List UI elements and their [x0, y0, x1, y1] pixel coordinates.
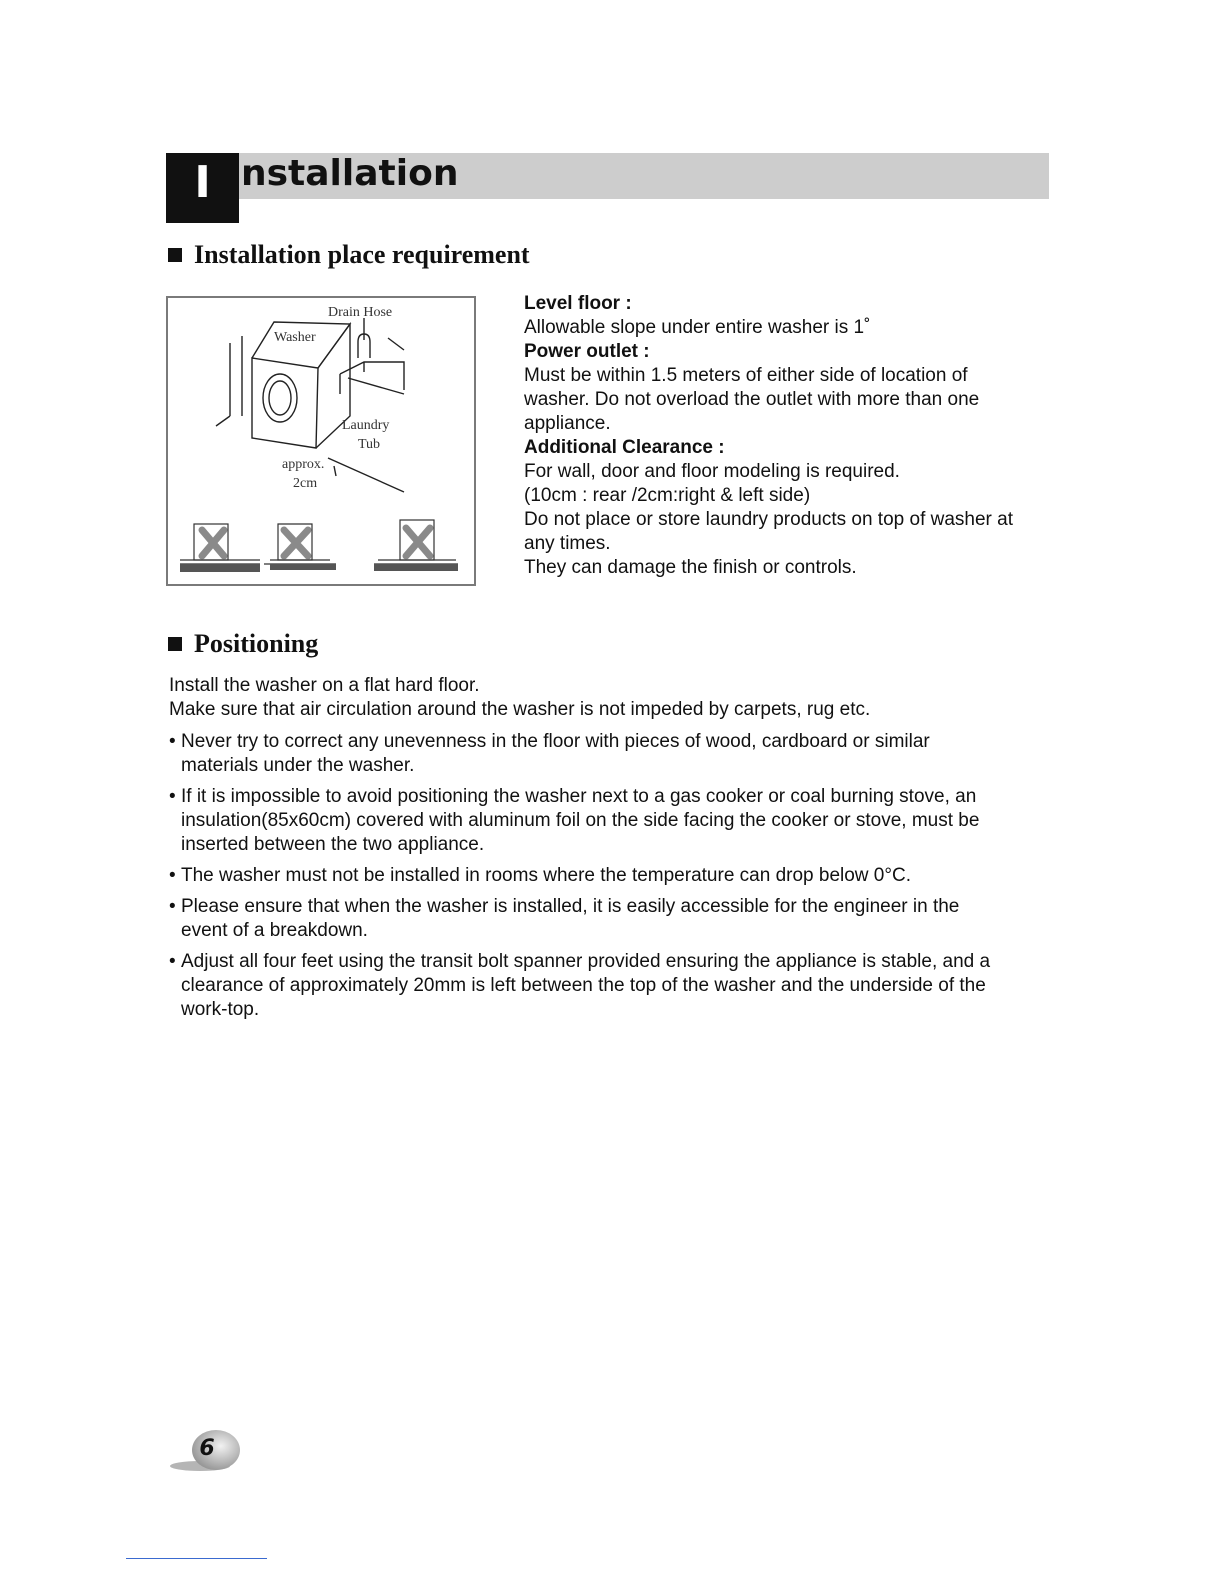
page-number: 6: [199, 1436, 215, 1461]
installation-figure: [166, 296, 476, 586]
bullet-icon: •: [169, 951, 176, 972]
power-outlet-line: appliance.: [524, 413, 611, 434]
list-item-line: insulation(85x60cm) covered with aluminum foil on the side facing the cooker or stove, must be: [181, 810, 980, 831]
list-item-line: Never try to correct any unevenness in the floor with pieces of wood, cardboard or similar: [181, 731, 930, 752]
footer-divider: [126, 1558, 267, 1559]
clearance-line: any times.: [524, 533, 611, 554]
list-item: [169, 895, 1059, 943]
gap-label: 2cm: [293, 476, 318, 491]
list-item: [169, 864, 1059, 888]
washer-diagram-illustration: [168, 298, 474, 584]
intro-line: Install the washer on a flat hard floor.: [169, 675, 480, 696]
section-heading-positioning: [168, 629, 318, 659]
list-item-line: materials under the washer.: [181, 755, 415, 776]
clearance-line: (10cm : rear /2cm:right & left side): [524, 485, 811, 506]
list-item-line: If it is impossible to avoid positioning the washer next to a gas cooker or coal burning stove, an: [181, 786, 977, 807]
square-bullet-icon: [168, 248, 182, 262]
power-outlet-line: washer. Do not overload the outlet with more than one: [524, 389, 980, 410]
bullet-icon: •: [169, 865, 176, 886]
clearance-title: Additional Clearance :: [524, 437, 725, 458]
installation-requirements: [524, 292, 1064, 580]
level-floor-text: Allowable slope under entire washer is 1˚: [524, 317, 871, 338]
drain-hose-label: Drain Hose: [328, 305, 393, 320]
positioning-list: [169, 730, 1059, 1022]
section-heading-text: Positioning: [194, 629, 319, 658]
bullet-icon: •: [169, 731, 176, 752]
section-heading-installation-place: [168, 240, 530, 270]
power-outlet-title: Power outlet :: [524, 341, 650, 362]
list-item: [169, 730, 1059, 778]
list-item-line: inserted between the two appliance.: [181, 834, 485, 855]
square-bullet-icon: [168, 637, 182, 651]
positioning-body: [169, 674, 1059, 1029]
laundry-label: Laundry: [342, 418, 390, 433]
power-outlet-line: Must be within 1.5 meters of either side of location of: [524, 365, 968, 386]
clearance-line: For wall, door and floor modeling is required.: [524, 461, 900, 482]
list-item: [169, 950, 1059, 1022]
page-title: nstallation: [241, 153, 459, 194]
section-heading-text: Installation place requirement: [194, 240, 530, 269]
list-item-line: The washer must not be installed in rooms where the temperature can drop below 0°C.: [181, 865, 911, 886]
bullet-icon: •: [169, 896, 176, 917]
clearance-line: Do not place or store laundry products on top of washer at: [524, 509, 1013, 530]
intro-line: Make sure that air circulation around the washer is not impeded by carpets, rug etc.: [169, 699, 871, 720]
list-item-line: event of a breakdown.: [181, 920, 368, 941]
list-item-line: Adjust all four feet using the transit bolt spanner provided ensuring the appliance is stable, and a: [181, 951, 991, 972]
level-floor-title: Level floor :: [524, 293, 632, 314]
list-item-line: Please ensure that when the washer is installed, it is easily accessible for the engineer in the: [181, 896, 960, 917]
tub-label: Tub: [358, 437, 381, 452]
title-initial: I: [194, 157, 211, 208]
washer-label: Washer: [274, 330, 316, 345]
list-item-line: work-top.: [181, 999, 260, 1020]
bullet-icon: •: [169, 786, 176, 807]
list-item: [169, 785, 1059, 857]
list-item-line: clearance of approximately 20mm is left between the top of the washer and the underside of the: [181, 975, 986, 996]
clearance-line: They can damage the finish or controls.: [524, 557, 857, 578]
approx-label: approx.: [282, 457, 325, 472]
